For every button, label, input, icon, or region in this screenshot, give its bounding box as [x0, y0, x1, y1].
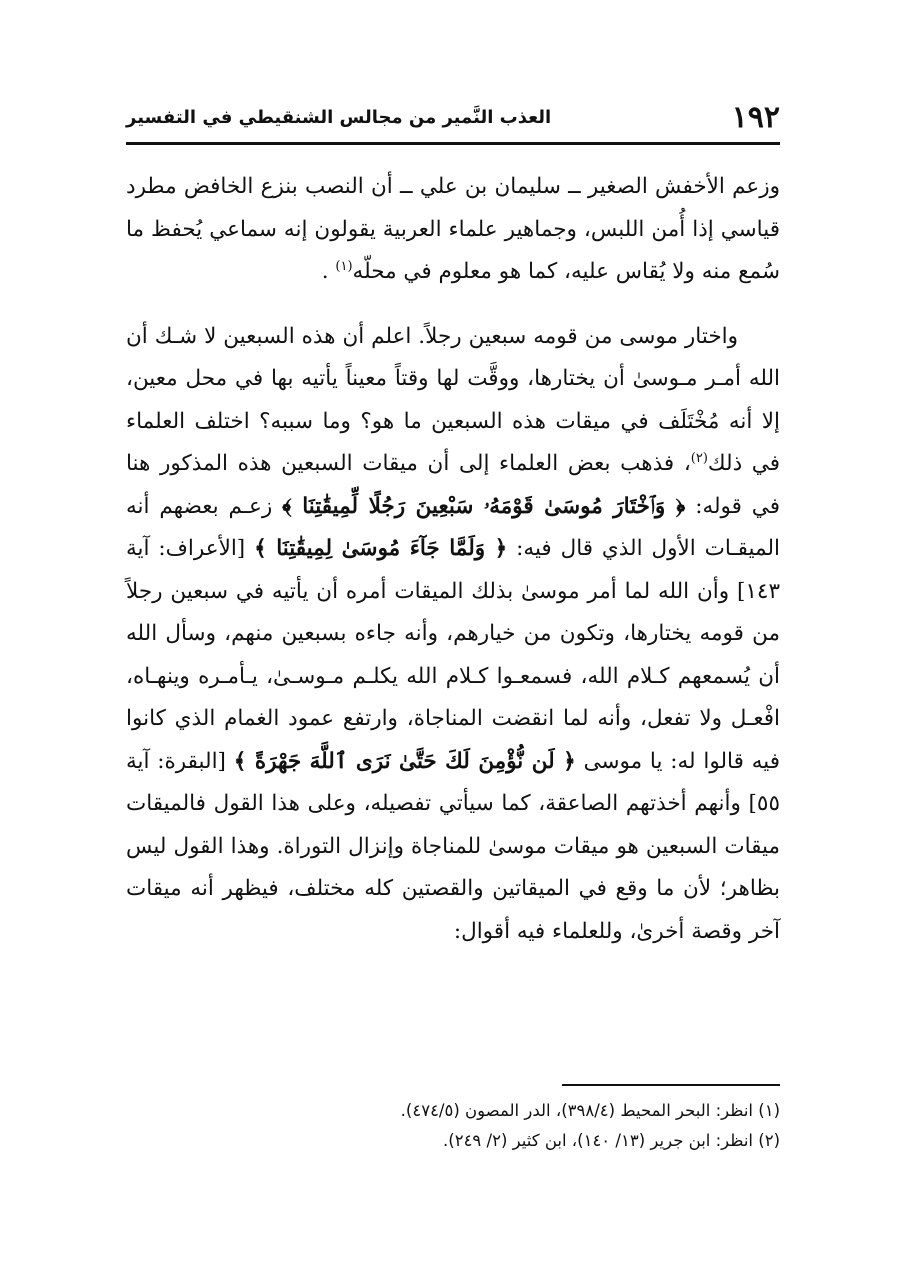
paragraph-2-part-d: [الأعراف: آية ١٤٣] وأن الله لما أمر موسىٰ بذلك الميقات أمره أن يأتيه في سبعين رجلاً من قومه يختارها، وتكون من خيارهم، وأنه جاءه بسبعين منهم، وسأل الله أن يُسمعهم كـلام الله، فسمعـوا كـلام الله يكلـم مـوسـىٰ، يـأمـره وينهـاه، افْعـل ولا تفعل، وأنه لما انقضت المناجاة، وارتفع عمود الغمام الذي كانوا فيه قالوا له: يا موسى: [126, 536, 780, 774]
footnote-ref-2[interactable]: (٢): [690, 450, 708, 466]
paragraph-2-part-a: واختار موسى من قومه سبعين رجلاً. اعلم أن هذه السبعين لا شـك أن الله أمـر مـوسىٰ أن يختارها، ووقَّت لها وقتاً معيناً يأتيه بها في محل معين، إلا أنه مُخْتَلَف في ميقات هذه السبعين ما هو؟ وما سببه؟ اختلف العلماء في ذلك: [126, 323, 780, 476]
header-rule: [126, 142, 780, 145]
main-text: [126, 166, 780, 953]
paragraph-1-end: .: [321, 259, 336, 284]
footnotes: [126, 1096, 780, 1156]
running-title: العذب النَّمير من مجالس الشنقيطي في التفسير: [126, 107, 552, 128]
paragraph-2-part-c: زعـم بعضهم أنه الميقـات الأول الذي قال فيه:: [126, 493, 780, 561]
footnote-2: (٢) انظر: ابن جرير (١٣/ ١٤٠)، ابن كثير (٢/ ٢٤٩).: [443, 1131, 780, 1150]
paragraph-2-part-e: [البقرة: آية ٥٥] وأنهم أخذتهم الصاعقة، كما سيأتي تفصيله، وعلى هذا القول فالميقات ميقات السبعين هو ميقات موسىٰ للمناجاة وإنزال التوراة. وهذا القول ليس بظاهر؛ لأن ما وقع في الميقاتين والقصتين كله مختلف، فيظهر أنه ميقات آخر وقصة أخرىٰ، وللعلماء فيه أقوال:: [126, 748, 780, 944]
paragraph-1-text: وزعم الأخفش الصغير ــ سليمان بن علي ــ أن النصب بنزع الخافض مطرد قياسي إذا أُمن اللبس، وجماهير علماء العربية يقولون إنه سماعي يُحفظ ما سُمع منه ولا يُقاس عليه، كما هو معلوم في محلّه: [126, 174, 780, 284]
footnote-separator: [562, 1084, 780, 1086]
page-header: [126, 100, 780, 136]
quran-verse-2: ﴿ وَلَمَّا جَآءَ مُوسَىٰ لِمِيقَٰتِنَا ﴾: [254, 536, 508, 561]
paragraph-1: [126, 166, 780, 294]
page-number: ١٩٢: [731, 100, 780, 135]
quran-verse-1: ﴿ وَٱخْتَارَ مُوسَىٰ قَوْمَهُۥ سَبْعِينَ رَجُلًا لِّمِيقَٰتِنَا ﴾: [282, 493, 686, 519]
footnote-1: (١) انظر: البحر المحيط (٣٩٨/٤)، الدر المصون (٤٧٤/٥).: [400, 1101, 780, 1120]
paragraph-2-part-b: ، فذهب بعض العلماء إلى أن ميقات السبعين هذه المذكور هنا في قوله:: [126, 451, 780, 519]
footnote-ref-1[interactable]: (١): [335, 258, 353, 274]
paragraph-2: [126, 316, 780, 954]
quran-verse-3: ﴿ لَن نُّؤْمِنَ لَكَ حَتَّىٰ نَرَى ٱللَّهَ جَهْرَةً ﴾: [233, 748, 576, 774]
